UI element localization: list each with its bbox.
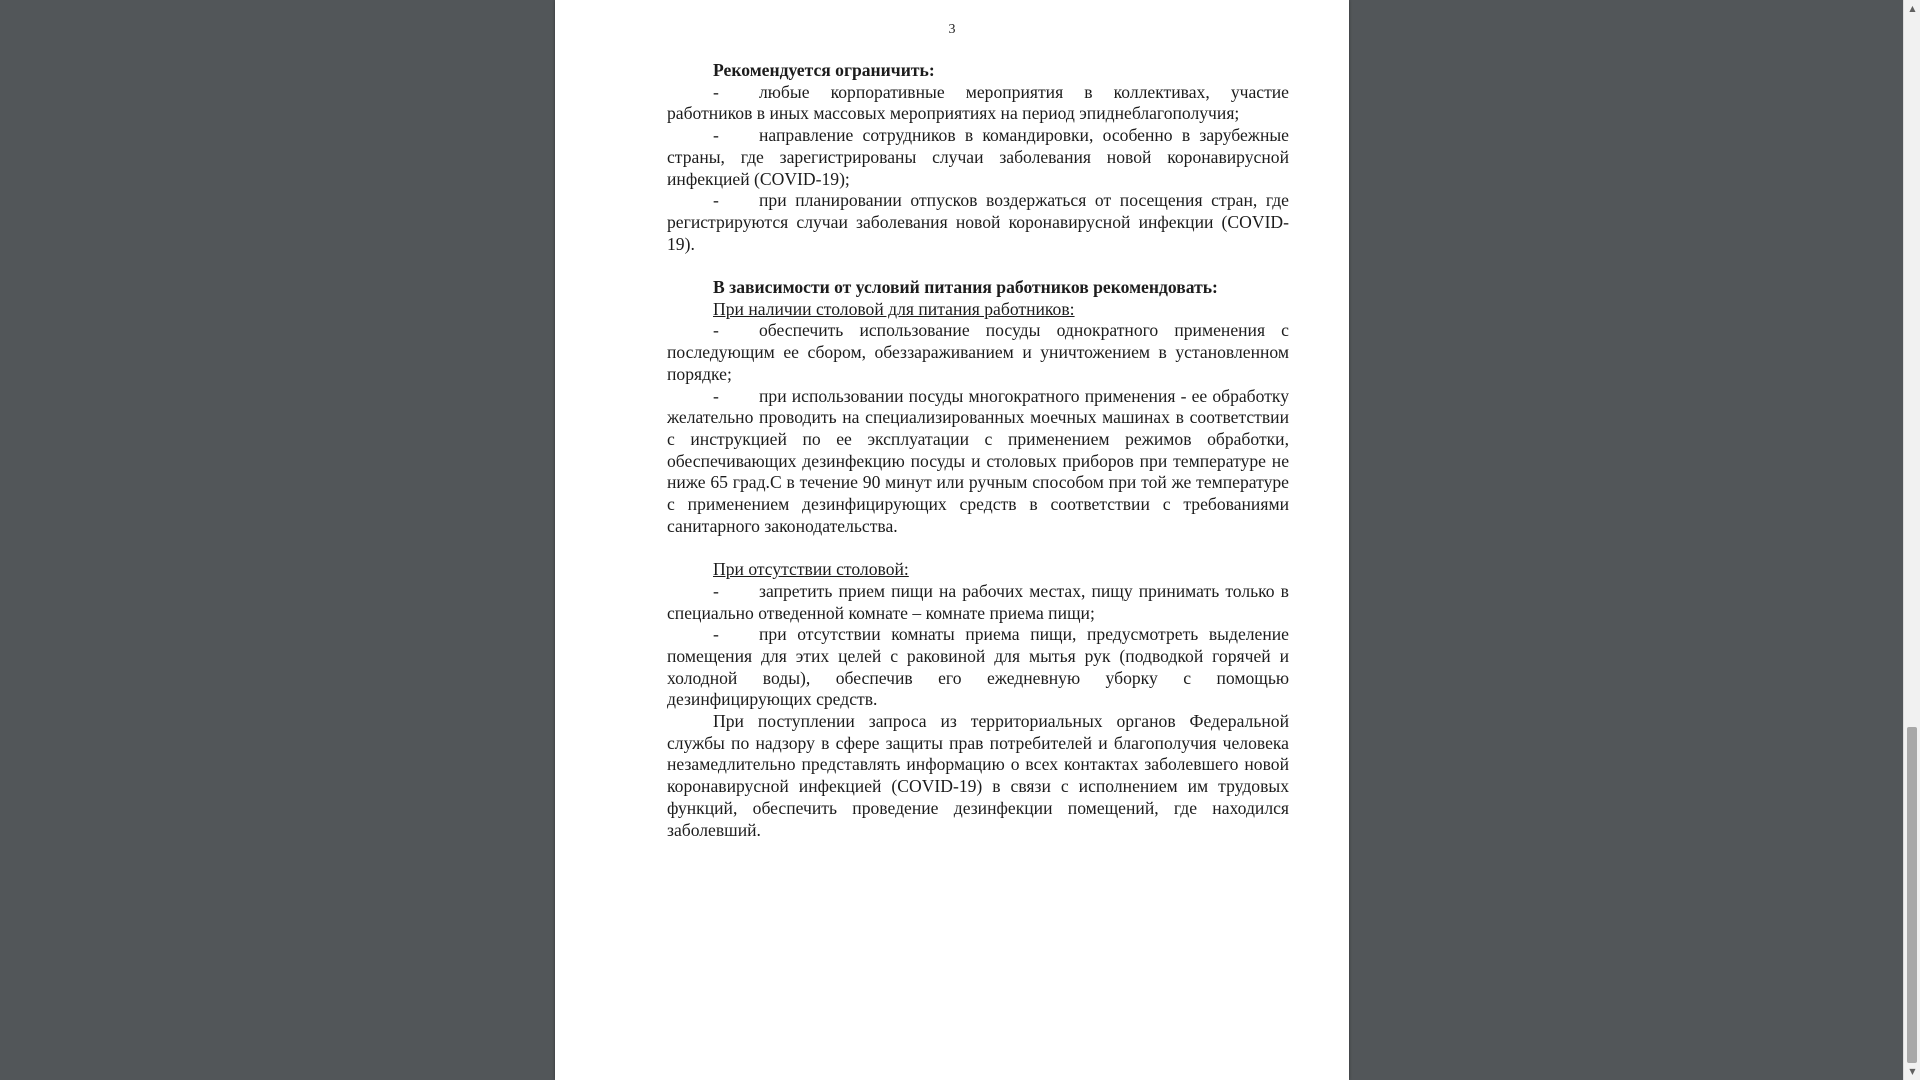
- bullet-paragraph: - любые корпоративные мероприятия в коллективах, участие работников в иных массовых мероприятиях на период эпиднеблагополучия;: [667, 81, 1289, 124]
- scrollbar-thumb[interactable]: [1907, 727, 1917, 1063]
- bullet-marker: -: [713, 190, 719, 211]
- scroll-down-arrow-icon[interactable]: ▼: [1909, 1067, 1916, 1076]
- bullet-paragraph: - направление сотрудников в командировки, особенно в зарубежные страны, где зарегистрированы случаи заболевания новой коронавирусной инфекцией (COVID-19);: [667, 125, 1289, 189]
- section-heading-restrict: Рекомендуется ограничить:: [713, 60, 935, 80]
- bullet-paragraph: - обеспечить использование посуды однократного применения с последующим ее сбором, обеззараживанием и уничтожением в установленном порядке;: [667, 320, 1289, 384]
- vertical-scrollbar[interactable]: [1903, 0, 1920, 1080]
- page-content: [667, 60, 1289, 841]
- bullet-marker: -: [713, 385, 719, 406]
- bullet-paragraph: - при планировании отпусков воздержаться от посещения стран, где регистрируются случаи заболевания новой коронавирусной инфекции (COVID-19).: [667, 190, 1289, 254]
- scroll-up-arrow-icon[interactable]: ▲: [1909, 4, 1916, 13]
- page-number: 3: [948, 22, 956, 37]
- closing-paragraph: При поступлении запроса из территориальных органов Федеральной службы по надзору в сфере защиты прав потребителей и благополучия человека незамедлительно представлять информацию о всех контактах заболевшего новой коронавирусной инфекцией (COVID-19) в связи с исполнением им трудовых функций, обеспечить проведение дезинфекции помещений, где находился заболевший.: [667, 711, 1289, 840]
- bullet-paragraph: - запретить прием пищи на рабочих местах, пищу принимать только в специально отведенной комнате – комнате приема пищи;: [667, 580, 1289, 623]
- bullet-marker: -: [713, 580, 719, 601]
- bullet-marker: -: [713, 624, 719, 645]
- bullet-paragraph: - при использовании посуды многократного применения - ее обработку желательно проводить на специализированных моечных машинах в соответствии с инструкцией по ее эксплуатации с применением режимов обработки, обеспечивающих дезинфекцию посуды и столовых приборов при температуре не ниже 65 град.С в течение 90 минут или ручным способом при той же температуре с применением дезинфицирующих средств в соответствии с требованиями санитарного законодательства.: [667, 385, 1289, 536]
- bullet-marker: -: [713, 81, 719, 102]
- bullet-marker: -: [713, 320, 719, 341]
- subheading-without-canteen: При отсутствии столовой:: [713, 559, 909, 580]
- section-heading-meals: В зависимости от условий питания работников рекомендовать:: [713, 277, 1218, 298]
- bullet-paragraph: - при отсутствии комнаты приема пищи, предусмотреть выделение помещения для этих целей с раковиной для мытья рук (подводкой горячей и холодной воды), обеспечив его ежедневную уборку с помощью дезинфицирующих средств.: [667, 624, 1289, 710]
- subheading-with-canteen: При наличии столовой для питания работников:: [713, 298, 1075, 319]
- document-page: [555, 0, 1349, 1080]
- bullet-marker: -: [713, 125, 719, 146]
